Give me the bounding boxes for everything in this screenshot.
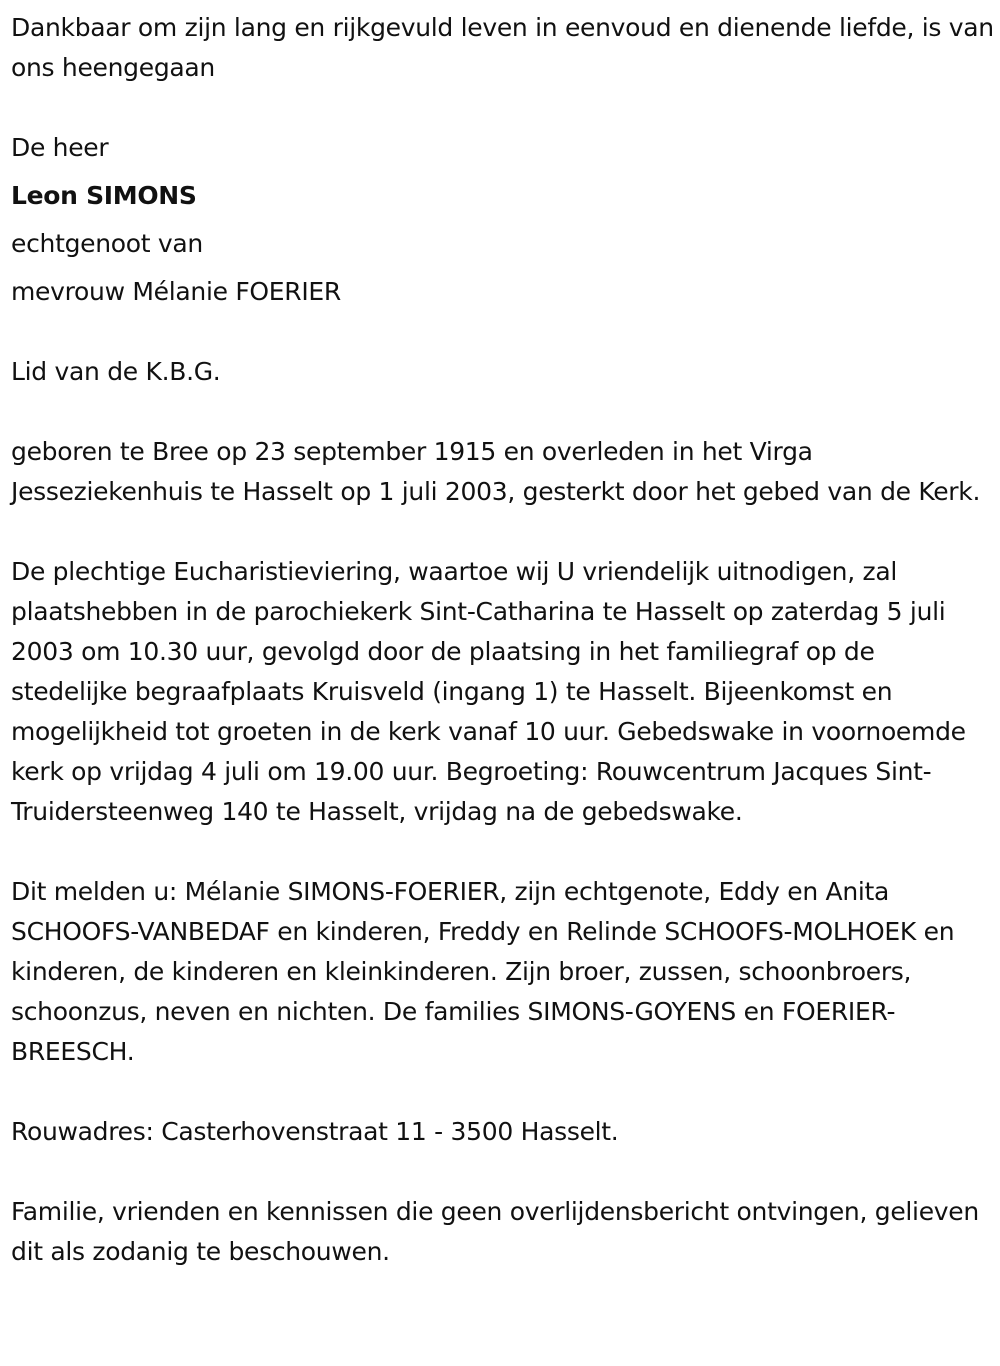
membership: Lid van de K.B.G. bbox=[11, 357, 221, 386]
spouse-name: mevrouw Mélanie FOERIER bbox=[11, 277, 341, 306]
obituary-document bbox=[11, 8, 995, 1272]
closing-paragraph: Familie, vrienden en kennissen die geen overlijdensbericht ontvingen, gelieven dit als zodanig te beschouwen. bbox=[11, 1197, 979, 1266]
announcers-paragraph: Dit melden u: Mélanie SIMONS-FOERIER, zijn echtgenote, Eddy en Anita SCHOOFS-VANBEDAF en kinderen, Freddy en Relinde SCHOOFS-MOLHOEK en kinderen, de kinderen en kleinkinderen. Zijn broer, zussen, schoonbroers, schoonzus, neven en nichten. De families SIMONS-GOYENS en FOERIER-BREESCH. bbox=[11, 877, 955, 1066]
mourning-address: Rouwadres: Casterhovenstraat 11 - 3500 Hasselt. bbox=[11, 1117, 619, 1146]
birth-death-paragraph: geboren te Bree op 23 september 1915 en overleden in het Virga Jesseziekenhuis te Hasselt op 1 juli 2003, gesterkt door het gebed van de Kerk. bbox=[11, 437, 981, 506]
intro-text: Dankbaar om zijn lang en rijkgevuld leven in eenvoud en dienende liefde, is van ons heengegaan bbox=[11, 13, 994, 82]
salutation: De heer bbox=[11, 133, 109, 162]
ceremony-paragraph: De plechtige Eucharistieviering, waartoe wij U vriendelijk uitnodigen, zal plaatshebben in de parochiekerk Sint-Catharina te Hasselt op zaterdag 5 juli 2003 om 10.30 uur, gevolgd door de plaatsing in het familiegraf op de stedelijke begraafplaats Kruisveld (ingang 1) te Hasselt. Bijeenkomst en mogelijkheid tot groeten in de kerk vanaf 10 uur. Gebedswake in voornoemde kerk op vrijdag 4 juli om 19.00 uur. Begroeting: Rouwcentrum Jacques Sint-Truidersteenweg 140 te Hasselt, vrijdag na de gebedswake. bbox=[11, 557, 966, 826]
spouse-prefix: echtgenoot van bbox=[11, 229, 203, 258]
deceased-name: Leon SIMONS bbox=[11, 181, 197, 210]
